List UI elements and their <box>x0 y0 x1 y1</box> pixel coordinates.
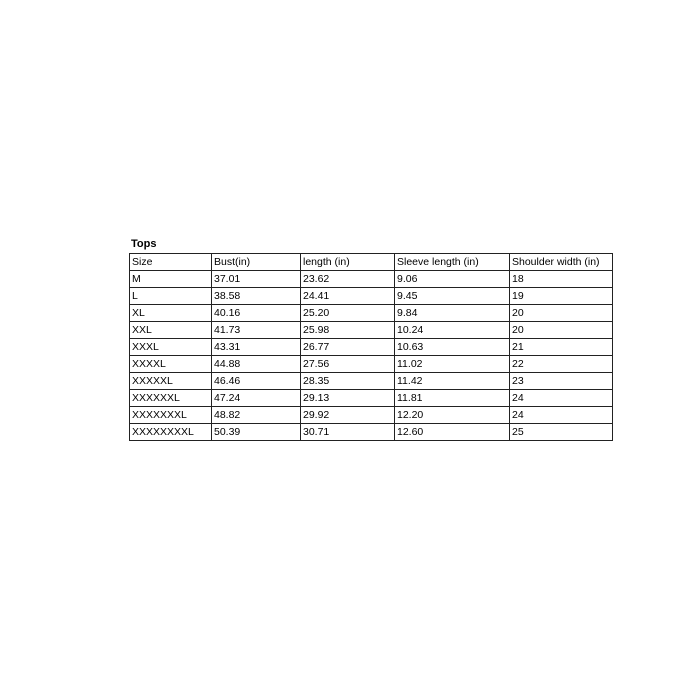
table-row <box>130 305 613 322</box>
cell-shoulder-width: 23 <box>510 373 613 390</box>
cell-size: XXXXXL <box>130 373 212 390</box>
cell-shoulder-width: 20 <box>510 305 613 322</box>
cell-size: XXXL <box>130 339 212 356</box>
cell-shoulder-width: 22 <box>510 356 613 373</box>
cell-shoulder-width: 20 <box>510 322 613 339</box>
cell-bust: 37.01 <box>212 271 301 288</box>
cell-sleeve-length: 12.20 <box>395 407 510 424</box>
cell-bust: 44.88 <box>212 356 301 373</box>
cell-bust: 50.39 <box>212 424 301 441</box>
cell-size: XL <box>130 305 212 322</box>
cell-size: L <box>130 288 212 305</box>
cell-length: 24.41 <box>301 288 395 305</box>
cell-size: XXL <box>130 322 212 339</box>
cell-sleeve-length: 10.63 <box>395 339 510 356</box>
size-chart <box>129 237 613 441</box>
cell-bust: 40.16 <box>212 305 301 322</box>
size-table <box>129 253 613 441</box>
cell-sleeve-length: 11.81 <box>395 390 510 407</box>
cell-length: 29.13 <box>301 390 395 407</box>
cell-bust: 48.82 <box>212 407 301 424</box>
table-row <box>130 339 613 356</box>
cell-sleeve-length: 11.42 <box>395 373 510 390</box>
cell-length: 23.62 <box>301 271 395 288</box>
cell-bust: 43.31 <box>212 339 301 356</box>
cell-bust: 46.46 <box>212 373 301 390</box>
table-row <box>130 407 613 424</box>
cell-size: M <box>130 271 212 288</box>
table-row <box>130 424 613 441</box>
cell-size: XXXXXXXL <box>130 407 212 424</box>
cell-shoulder-width: 24 <box>510 390 613 407</box>
table-row <box>130 322 613 339</box>
cell-bust: 47.24 <box>212 390 301 407</box>
table-row <box>130 271 613 288</box>
header-sleeve-length: Sleeve length (in) <box>395 254 510 271</box>
cell-bust: 38.58 <box>212 288 301 305</box>
header-shoulder-width: Shoulder width (in) <box>510 254 613 271</box>
cell-shoulder-width: 21 <box>510 339 613 356</box>
cell-bust: 41.73 <box>212 322 301 339</box>
cell-length: 25.98 <box>301 322 395 339</box>
cell-length: 30.71 <box>301 424 395 441</box>
cell-shoulder-width: 18 <box>510 271 613 288</box>
cell-shoulder-width: 25 <box>510 424 613 441</box>
table-row <box>130 390 613 407</box>
cell-sleeve-length: 9.06 <box>395 271 510 288</box>
header-row <box>130 254 613 271</box>
cell-shoulder-width: 19 <box>510 288 613 305</box>
table-row <box>130 373 613 390</box>
cell-length: 29.92 <box>301 407 395 424</box>
header-size: Size <box>130 254 212 271</box>
cell-sleeve-length: 9.45 <box>395 288 510 305</box>
cell-sleeve-length: 9.84 <box>395 305 510 322</box>
cell-sleeve-length: 11.02 <box>395 356 510 373</box>
cell-shoulder-width: 24 <box>510 407 613 424</box>
cell-size: XXXXXXL <box>130 390 212 407</box>
cell-length: 28.35 <box>301 373 395 390</box>
cell-length: 27.56 <box>301 356 395 373</box>
cell-size: XXXXL <box>130 356 212 373</box>
table-row <box>130 356 613 373</box>
header-bust: Bust(in) <box>212 254 301 271</box>
cell-length: 25.20 <box>301 305 395 322</box>
cell-sleeve-length: 12.60 <box>395 424 510 441</box>
table-row <box>130 288 613 305</box>
header-length: length (in) <box>301 254 395 271</box>
cell-sleeve-length: 10.24 <box>395 322 510 339</box>
chart-title: Tops <box>131 238 157 250</box>
cell-length: 26.77 <box>301 339 395 356</box>
cell-size: XXXXXXXXL <box>130 424 212 441</box>
